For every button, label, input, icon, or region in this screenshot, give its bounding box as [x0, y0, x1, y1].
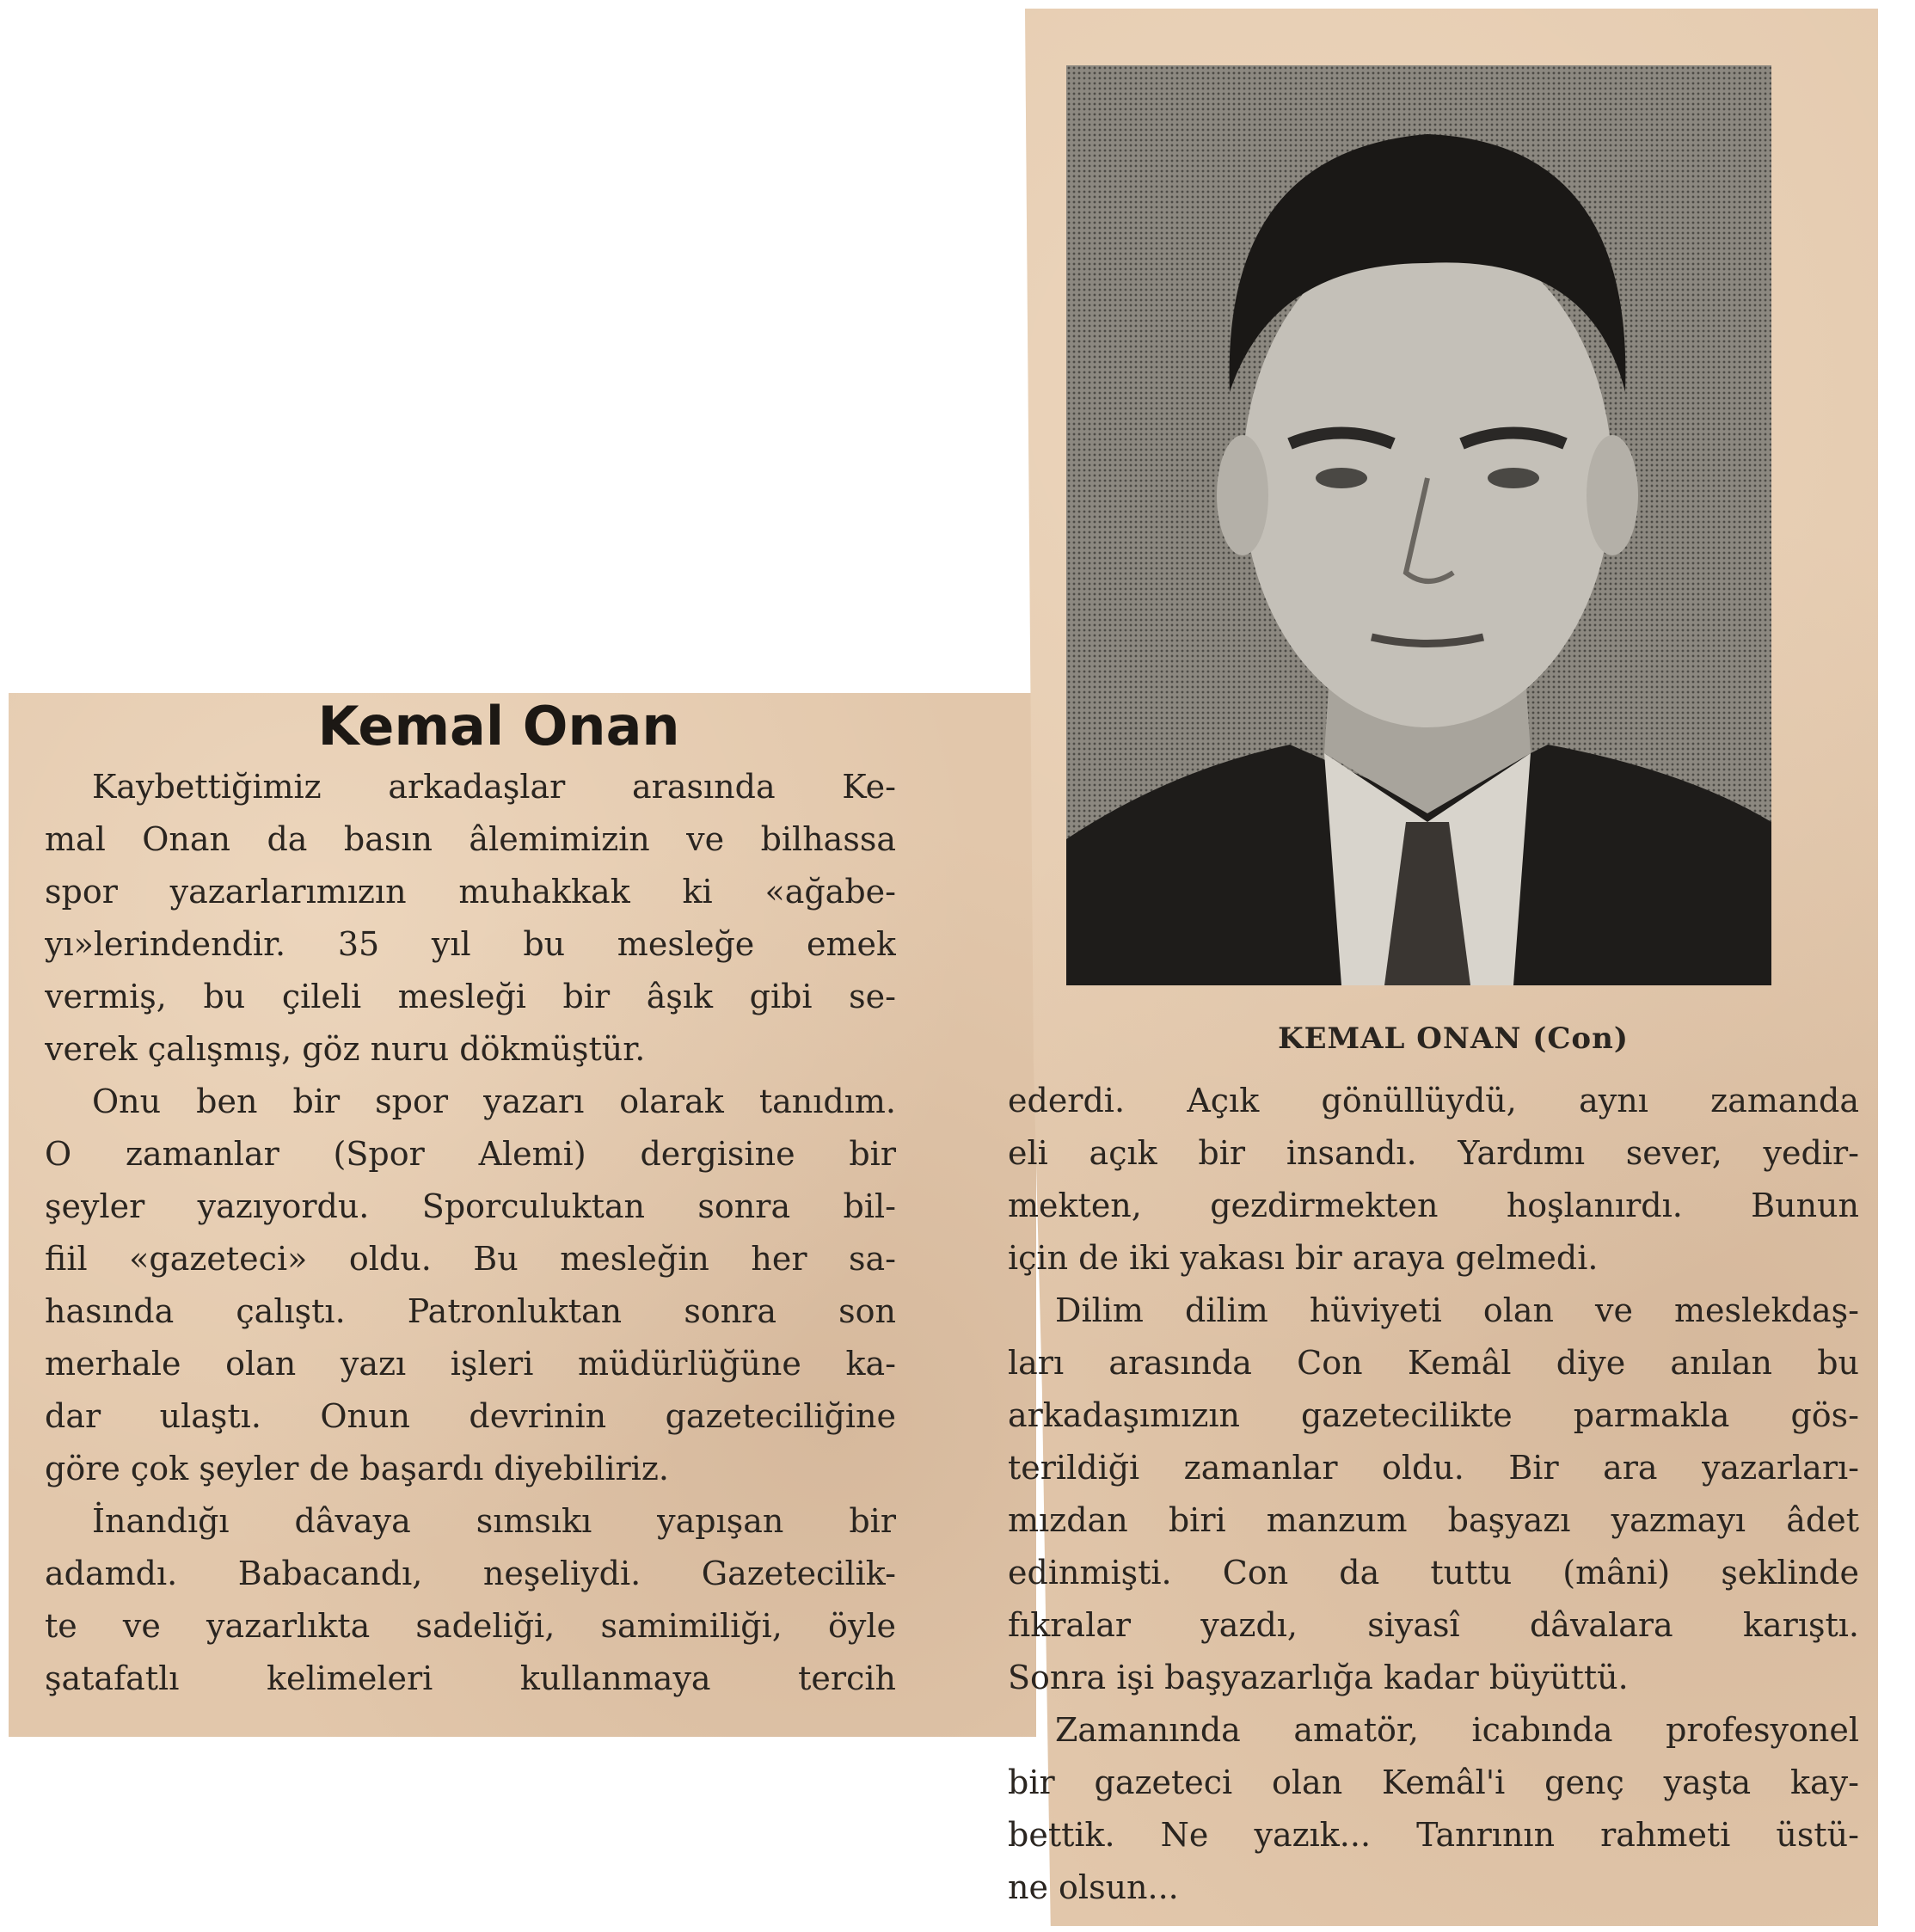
text-line: mızdan biri manzum başyazı yazmayı âdet: [1008, 1501, 1859, 1539]
photo-caption: KEMAL ONAN (Con): [1278, 1021, 1629, 1056]
text-line: göre çok şeyler de başardı diyebiliriz.: [45, 1450, 669, 1487]
text-line: şeyler yazıyordu. Sporculuktan sonra bil-: [45, 1187, 896, 1225]
text-line: İnandığı dâvaya sımsıkı yapışan bir: [92, 1502, 896, 1540]
text-line: bettik. Ne yazık... Tanrının rahmeti üstü-: [1008, 1816, 1859, 1854]
text-line: Kaybettiğimiz arkadaşlar arasında Ke-: [92, 768, 896, 806]
text-line: edinmişti. Con da tuttu (mâni) şeklinde: [1008, 1554, 1859, 1592]
text-line: te ve yazarlıkta sadeliği, samimiliği, öyle: [45, 1607, 896, 1645]
text-line: Sonra işi başyazarlığa kadar büyüttü.: [1008, 1659, 1629, 1696]
text-line: verek çalışmış, göz nuru dökmüştür.: [45, 1030, 646, 1068]
article-title: Kemal Onan: [317, 695, 680, 757]
text-line: eli açık bir insandı. Yardımı sever, yedir-: [1008, 1134, 1859, 1172]
text-line: ları arasında Con Kemâl diye anılan bu: [1008, 1344, 1859, 1382]
text-line: terildiği zamanlar oldu. Bir ara yazarları-: [1008, 1449, 1859, 1487]
text-line: ederdi. Açık gönüllüydü, aynı zamanda: [1008, 1082, 1859, 1119]
text-line: merhale olan yazı işleri müdürlüğüne ka-: [45, 1345, 896, 1383]
text-line: hasında çalıştı. Patronluktan sonra son: [45, 1292, 896, 1330]
text-line: adamdı. Babacandı, neşeliydi. Gazetecilik-: [45, 1555, 896, 1592]
right-text-column: [1008, 1075, 1859, 1914]
text-line: şatafatlı kelimeleri kullanmaya tercih: [45, 1659, 896, 1697]
text-line: Onu ben bir spor yazarı olarak tanıdım.: [92, 1083, 896, 1120]
left-text-column: [45, 761, 896, 1705]
text-line: yı»lerindendir. 35 yıl bu mesleğe emek: [45, 925, 896, 963]
text-line: mal Onan da basın âlemimizin ve bilhassa: [45, 820, 896, 858]
text-line: dar ulaştı. Onun devrinin gazeteciliğine: [45, 1397, 896, 1435]
text-line: spor yazarlarımızın muhakkak ki «ağabe-: [45, 873, 896, 911]
text-line: arkadaşımızın gazetecilikte parmakla gös-: [1008, 1396, 1859, 1434]
text-line: Zamanında amatör, icabında profesyonel: [1055, 1711, 1859, 1749]
text-line: bir gazeteci olan Kemâl'i genç yaşta kay-: [1008, 1763, 1859, 1801]
text-line: Dilim dilim hüviyeti olan ve meslekdaş-: [1055, 1291, 1859, 1329]
text-line: vermiş, bu çileli mesleği bir âşık gibi se-: [45, 978, 896, 1015]
portrait-photo: [1066, 65, 1771, 985]
text-line: mekten, gezdirmekten hoşlanırdı. Bunun: [1008, 1187, 1859, 1224]
text-line: ne olsun...: [1008, 1868, 1179, 1906]
text-line: fıkralar yazdı, siyasî dâvalara karıştı.: [1008, 1606, 1859, 1644]
text-line: O zamanlar (Spor Alemi) dergisine bir: [45, 1135, 896, 1173]
text-line: fiil «gazeteci» oldu. Bu mesleğin her sa-: [45, 1240, 896, 1278]
text-line: için de iki yakası bir araya gelmedi.: [1008, 1239, 1599, 1277]
